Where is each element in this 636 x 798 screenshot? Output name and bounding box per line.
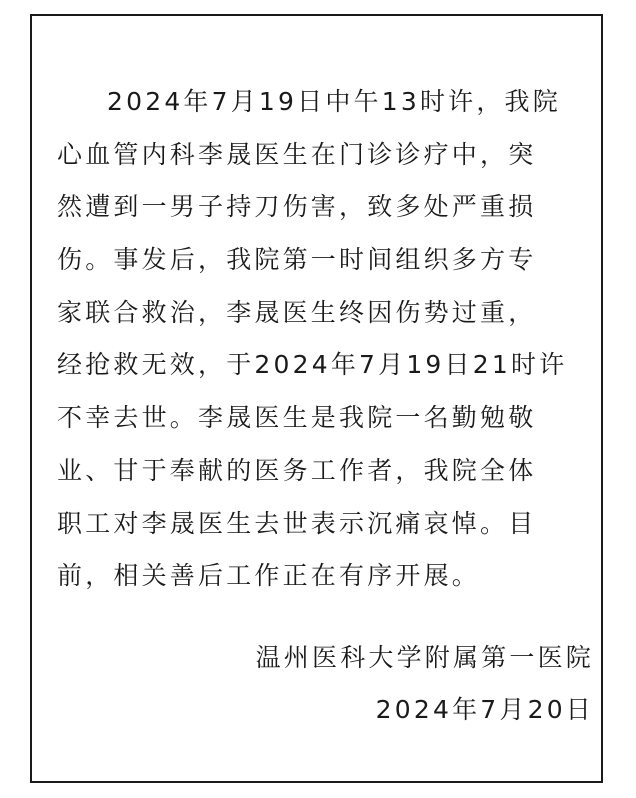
body-line-3: 然遭到一男子持刀伤害，致多处严重损 <box>57 192 537 222</box>
body-line-9: 职工对李晟医生去世表示沉痛哀悼。目 <box>57 508 537 538</box>
body-line-6: 经抢救无效，于2024年7月19日21时许 <box>57 350 568 380</box>
body-line-8: 业、甘于奉献的医务工作者，我院全体 <box>57 455 537 485</box>
body-line-5: 家联合救治，李晟医生终因伤势过重， <box>57 297 537 327</box>
signature-block <box>256 640 594 744</box>
body-line-2: 心血管内科李晟医生在门诊诊疗中，突 <box>57 139 537 169</box>
body-line-1: 2024年7月19日中午13时许，我院 <box>107 87 561 116</box>
signature-organization: 温州医科大学附属第一医院 <box>255 643 594 672</box>
body-line-4: 伤。事发后，我院第一时间组织多方专 <box>57 245 537 275</box>
body-line-10: 前，相关善后工作正在有序开展。 <box>57 561 481 591</box>
signature-date: 2024年7月20日 <box>375 695 594 724</box>
notice-body <box>57 84 587 611</box>
body-line-7: 不幸去世。李晟医生是我院一名勤勉敬 <box>57 403 537 433</box>
